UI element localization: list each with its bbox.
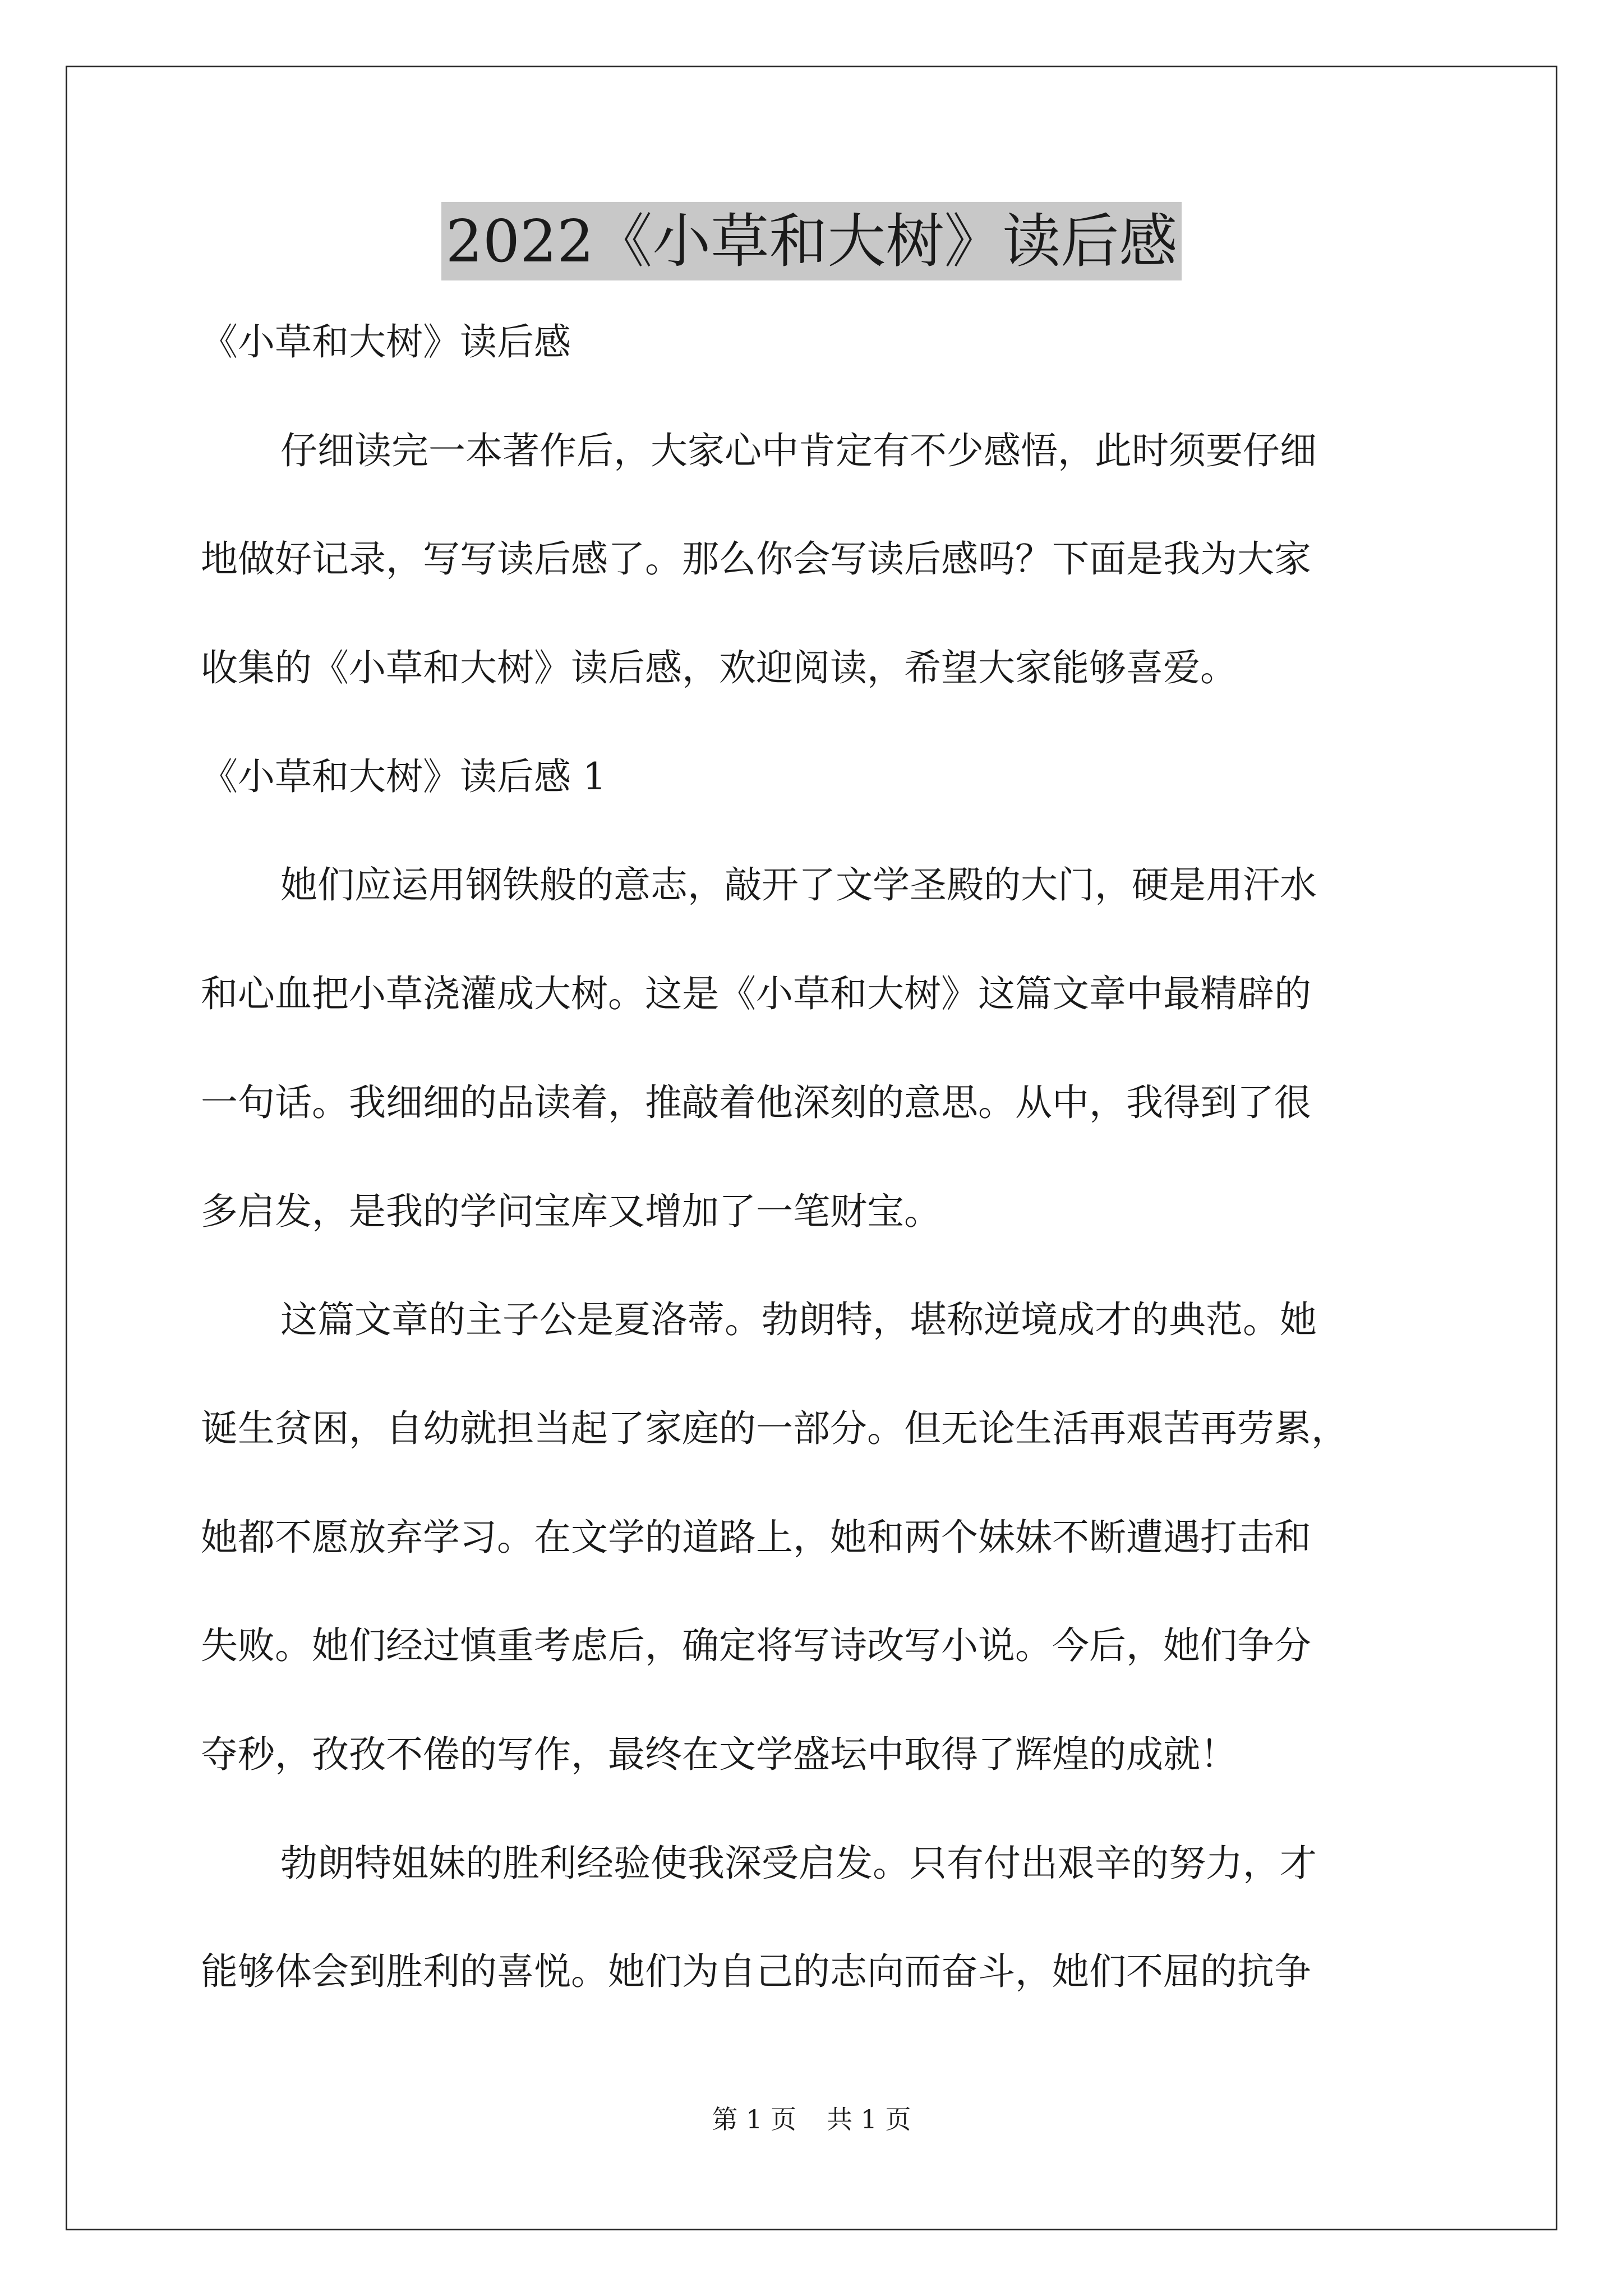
text-line: 地做好记录，写写读后感了。那么你会写读后感吗？下面是我为大家 — [201, 537, 1311, 581]
text-line: 仔细读完一本著作后，大家心中肯定有不少感悟，此时须要仔细 — [280, 429, 1317, 472]
document-body — [201, 314, 1435, 2053]
document-title: 2022《小草和大树》读后感 — [441, 202, 1182, 280]
text-line: 夺秒，孜孜不倦的写作，最终在文学盛坛中取得了辉煌的成就！ — [201, 1732, 1237, 1776]
text-line: 她们应运用钢铁般的意志，敲开了文学圣殿的大门，硬是用汗水 — [280, 863, 1317, 907]
document-title-container — [0, 202, 1623, 280]
text-line: 和心血把小草浇灌成大树。这是《小草和大树》这篇文章中最精辟的 — [201, 972, 1311, 1016]
page-number: 第 1 页 — [712, 2104, 796, 2134]
text-line: 勃朗特姐妹的胜利经验使我深受启发。只有付出艰辛的努力，才 — [280, 1841, 1317, 1885]
text-line: 诞生贫困，自幼就担当起了家庭的一部分。但无论生活再艰苦再劳累， — [201, 1406, 1348, 1450]
text-line: 一句话。我细细的品读着，推敲着他深刻的意思。从中，我得到了很 — [201, 1080, 1311, 1124]
text-line: 多启发，是我的学问宝库又增加了一笔财宝。 — [201, 1189, 941, 1233]
page-total: 共 1 页 — [827, 2104, 911, 2134]
text-line: 她都不愿放弃学习。在文学的道路上，她和两个妹妹不断遭遇打击和 — [201, 1515, 1311, 1559]
text-line: 《小草和大树》读后感 — [201, 320, 571, 364]
text-line: 收集的《小草和大树》读后感，欢迎阅读，希望大家能够喜爱。 — [201, 646, 1237, 690]
page-footer — [0, 2102, 1623, 2136]
text-line: 《小草和大树》读后感 1 — [201, 754, 606, 798]
text-line: 失败。她们经过慎重考虑后，确定将写诗改写小说。今后，她们争分 — [201, 1624, 1311, 1668]
text-line: 这篇文章的主子公是夏洛蒂。勃朗特，堪称逆境成才的典范。她 — [280, 1298, 1317, 1342]
text-line: 能够体会到胜利的喜悦。她们为自己的志向而奋斗，她们不屈的抗争 — [201, 1950, 1311, 1994]
